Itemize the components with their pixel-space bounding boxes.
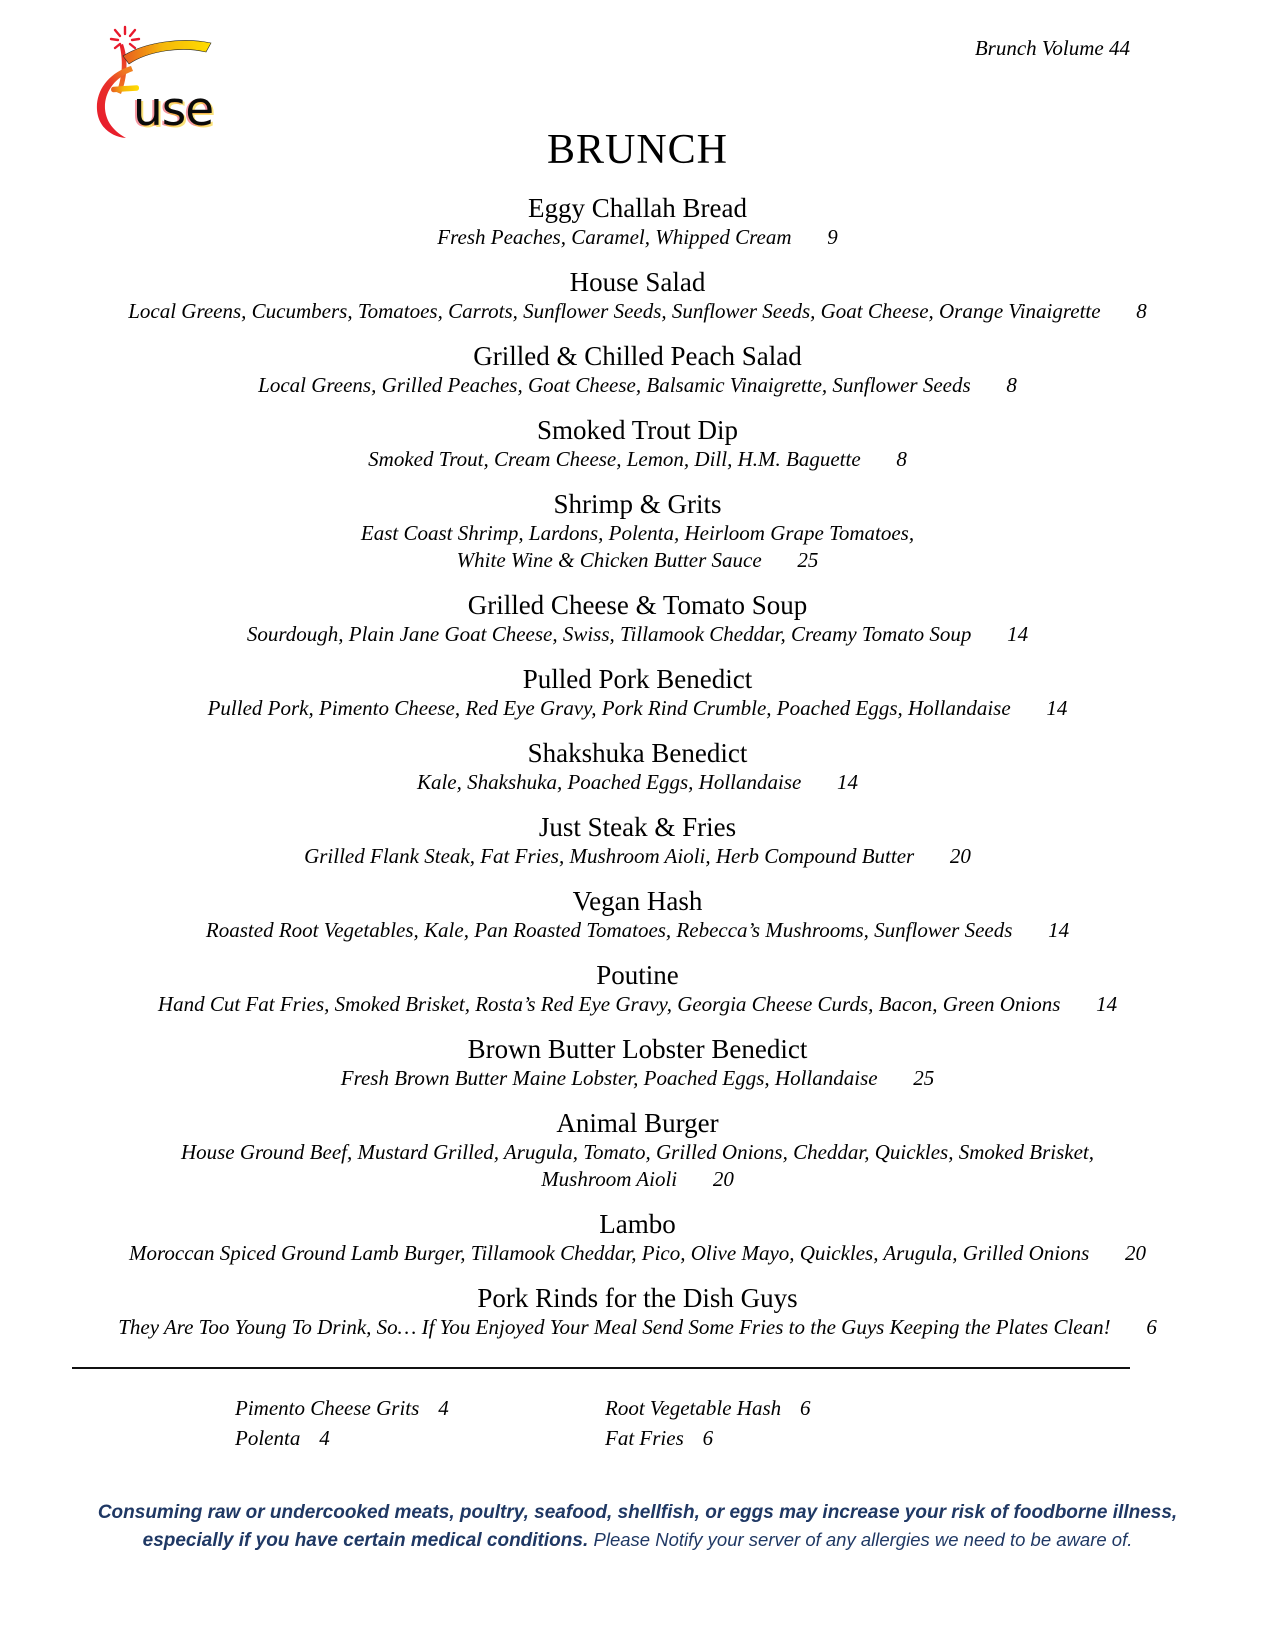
menu-list (0, 192, 1275, 1341)
description-text: Fresh Peaches, Caramel, Whipped Cream (437, 225, 792, 249)
menu-item-description-line2 (60, 547, 1215, 574)
description-text: Hand Cut Fat Fries, Smoked Brisket, Rosta’s Red Eye Gravy, Georgia Cheese Curds, Bacon, Green Onions (157, 992, 1061, 1016)
disclaimer (0, 1499, 1275, 1554)
menu-item-name: Lambo (599, 1209, 676, 1239)
description-text: Fresh Brown Butter Maine Lobster, Poached Eggs, Hollandaise (340, 1066, 878, 1090)
menu-item-name: Grilled Cheese & Tomato Soup (467, 590, 808, 620)
description-text: East Coast Shrimp, Lardons, Polenta, Heirloom Grape Tomatoes, (360, 521, 915, 545)
side-item (235, 1423, 605, 1453)
menu-item-name: Brown Butter Lobster Benedict (467, 1034, 808, 1064)
price: 4 (319, 1426, 330, 1450)
side-item (605, 1423, 975, 1453)
menu-item (60, 192, 1215, 251)
price: 8 (896, 447, 907, 471)
price: 9 (827, 225, 838, 249)
price: 14 (1007, 622, 1029, 646)
description-text: Kale, Shakshuka, Poached Eggs, Hollandaise (416, 770, 802, 794)
description-text: Sourdough, Plain Jane Goat Cheese, Swiss, Tillamook Cheddar, Creamy Tomato Soup (246, 622, 972, 646)
menu-item (60, 885, 1215, 944)
sides-column-left (235, 1393, 605, 1453)
menu-item-description (60, 1314, 1215, 1341)
menu-item-name: Shakshuka Benedict (527, 738, 748, 768)
price: 8 (1006, 373, 1017, 397)
menu-item (60, 1282, 1215, 1341)
menu-item-name: Pork Rinds for the Dish Guys (477, 1283, 798, 1313)
menu-item (60, 663, 1215, 722)
menu-item (60, 414, 1215, 473)
menu-item-description (60, 1065, 1215, 1092)
description-text: They Are Too Young To Drink, So… If You Enjoyed Your Meal Send Some Fries to the Guys Keeping the Plates Clean! (118, 1315, 1111, 1339)
menu-item (60, 737, 1215, 796)
menu-item (60, 1033, 1215, 1092)
menu-item-description (60, 224, 1215, 251)
menu-item-description (60, 843, 1215, 870)
price: 4 (438, 1396, 449, 1420)
menu-item-description (60, 917, 1215, 944)
menu-item-name: Animal Burger (556, 1108, 719, 1138)
menu-item (60, 1107, 1215, 1193)
price: 6 (702, 1426, 714, 1450)
menu-item-name: Shrimp & Grits (553, 489, 722, 519)
page-title: BRUNCH (546, 127, 729, 173)
description-text: House Ground Beef, Mustard Grilled, Arugula, Tomato, Grilled Onions, Cheddar, Quickles, Smoked Brisket, (180, 1140, 1095, 1164)
description-text: Roasted Root Vegetables, Kale, Pan Roasted Tomatoes, Rebecca’s Mushrooms, Sunflower Seeds (205, 918, 1013, 942)
menu-item-description-line2 (60, 1166, 1215, 1193)
side-item (605, 1393, 975, 1423)
menu-item (60, 1208, 1215, 1267)
price: 6 (800, 1396, 811, 1420)
price: 14 (1048, 918, 1070, 942)
description-text: Grilled Flank Steak, Fat Fries, Mushroom Aioli, Herb Compound Butter (304, 844, 915, 868)
divider (72, 1367, 1130, 1369)
price: 20 (949, 844, 971, 868)
menu-item-name: Pulled Pork Benedict (522, 664, 753, 694)
menu-item-description (60, 769, 1215, 796)
menu-item-description (60, 1139, 1215, 1166)
description-text: Local Greens, Grilled Peaches, Goat Cheese, Balsamic Vinaigrette, Sunflower Seeds (258, 373, 971, 397)
page-header (0, 0, 1275, 137)
menu-item (60, 811, 1215, 870)
price: 25 (797, 548, 819, 572)
menu-item-description (60, 695, 1215, 722)
side-name: Pimento Cheese Grits (235, 1396, 420, 1420)
menu-item (60, 959, 1215, 1018)
menu-item (60, 589, 1215, 648)
menu-item-name: Eggy Challah Bread (528, 193, 747, 223)
volume-label: Brunch Volume 44 (974, 36, 1130, 60)
menu-item-name: Just Steak & Fries (538, 812, 737, 842)
menu-item-description (60, 446, 1215, 473)
disclaimer-note: Please Notify your server of any allergies we need to be aware of. (593, 1529, 1133, 1550)
menu-item-description (60, 621, 1215, 648)
price: 25 (913, 1066, 935, 1090)
menu-item-name: House Salad (569, 267, 706, 297)
spark-icon (111, 27, 139, 48)
sides-column-right (605, 1393, 975, 1453)
menu-item-name: Poutine (596, 960, 679, 990)
price: 8 (1136, 299, 1147, 323)
menu-item-name: Grilled & Chilled Peach Salad (473, 341, 802, 371)
sides-section (0, 1393, 1275, 1453)
description-text: Moroccan Spiced Ground Lamb Burger, Tillamook Cheddar, Pico, Olive Mayo, Quickles, Arugula, Grilled Onions (129, 1241, 1090, 1265)
description-text: White Wine & Chicken Butter Sauce (456, 548, 762, 572)
disclaimer-line2: especially if you have certain medical conditions. (142, 1530, 589, 1551)
logo-wordmark: use (133, 82, 214, 137)
disclaimer-line1: Consuming raw or undercooked meats, poultry, seafood, shellfish, or eggs may increase your risk of foodborne illness, (97, 1502, 1178, 1523)
side-name: Fat Fries (605, 1426, 684, 1450)
menu-item (60, 266, 1215, 325)
side-name: Polenta (235, 1426, 301, 1450)
menu-item-description (60, 372, 1215, 399)
price: 20 (1124, 1241, 1146, 1265)
menu-item (60, 488, 1215, 574)
fuse-logo (85, 24, 245, 146)
price: 20 (712, 1167, 734, 1191)
side-name: Root Vegetable Hash (605, 1396, 782, 1420)
menu-item-description (60, 991, 1215, 1018)
price: 6 (1146, 1315, 1157, 1339)
description-text: Mushroom Aioli (541, 1167, 678, 1191)
menu-item-description (60, 520, 1215, 547)
side-item (235, 1393, 605, 1423)
menu-item-name: Vegan Hash (572, 886, 703, 916)
price: 14 (837, 770, 859, 794)
description-text: Pulled Pork, Pimento Cheese, Red Eye Gravy, Pork Rind Crumble, Poached Eggs, Hollandaise (207, 696, 1011, 720)
price: 14 (1046, 696, 1068, 720)
menu-item-description (60, 1240, 1215, 1267)
menu-item (60, 340, 1215, 399)
description-text: Smoked Trout, Cream Cheese, Lemon, Dill, H.M. Baguette (368, 447, 861, 471)
description-text: Local Greens, Cucumbers, Tomatoes, Carrots, Sunflower Seeds, Sunflower Seeds, Goat Cheese, Orange Vinaigrette (128, 299, 1101, 323)
price: 14 (1096, 992, 1118, 1016)
menu-item-description (60, 298, 1215, 325)
menu-item-name: Smoked Trout Dip (536, 415, 739, 445)
